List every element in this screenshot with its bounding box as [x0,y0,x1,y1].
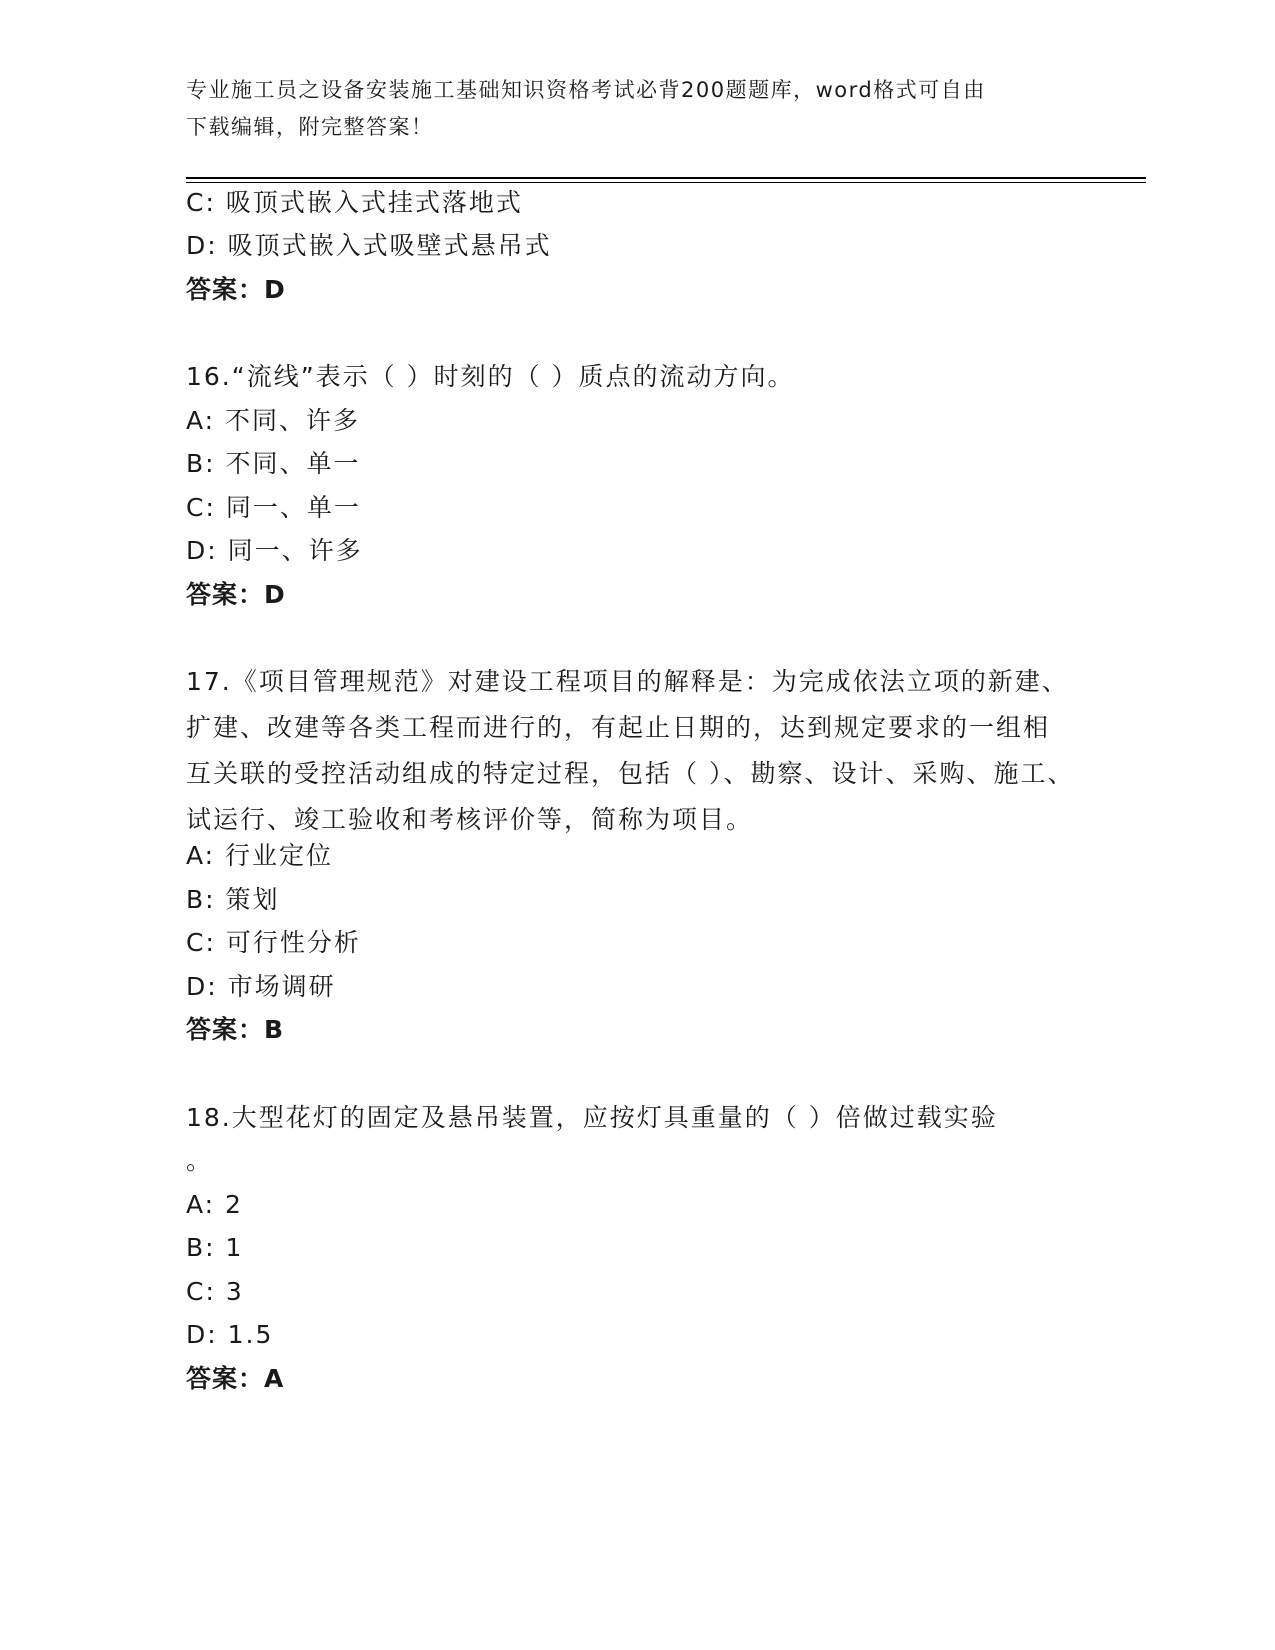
q17-stem: 17.《项目管理规范》对建设工程项目的解释是：为完成依法立项的新建、扩建、改建等各类工程而进行的，有起止日期的，达到规定要求的一组相互关联的受控活动组成的特定过程，包括（ ）、勘察、设计、采购、施工、试运行、竣工验收和考核评价等，简称为项目。 [186,667,1075,834]
q16-option-d: D: 同一、许多 [186,536,363,565]
q16-stem: 16.“流线”表示（ ）时刻的（ ）质点的流动方向。 [186,362,795,391]
q18-option-b: B: 1 [186,1233,244,1262]
q17-option-d: D: 市场调研 [186,972,336,1001]
header-title-line1: 专业施工员之设备安装施工基础知识资格考试必背200题题库，word格式可自由 [186,78,986,102]
header-rule-thick [186,177,1146,179]
q18-answer: 答案：A [186,1364,285,1393]
document-header [186,72,1066,146]
q16-option-c: C: 同一、单一 [186,493,361,522]
prev-option-c: C: 吸顶式嵌入式挂式落地式 [186,188,523,217]
prev-option-d: D: 吸顶式嵌入式吸壁式悬吊式 [186,231,552,260]
header-title-line2: 下载编辑，附完整答案！ [186,115,434,139]
q18-option-d: D: 1.5 [186,1320,274,1349]
q17-option-a: A: 行业定位 [186,841,334,870]
q16-answer: 答案：D [186,580,286,609]
q18-stem-line1: 18.大型花灯的固定及悬吊装置，应按灯具重量的（ ）倍做过载实验 [186,1103,998,1132]
q17-option-b: B: 策划 [186,885,280,914]
q18-option-c: C: 3 [186,1277,244,1306]
header-rule-thin [186,182,1146,183]
q18-stem-line2: 。 [186,1146,214,1175]
q18-option-a: A: 2 [186,1190,243,1219]
q17-option-c: C: 可行性分析 [186,928,361,957]
q17-answer: 答案：B [186,1015,285,1044]
q16-option-b: B: 不同、单一 [186,449,361,478]
prev-answer: 答案：D [186,275,286,304]
q16-option-a: A: 不同、许多 [186,406,361,435]
